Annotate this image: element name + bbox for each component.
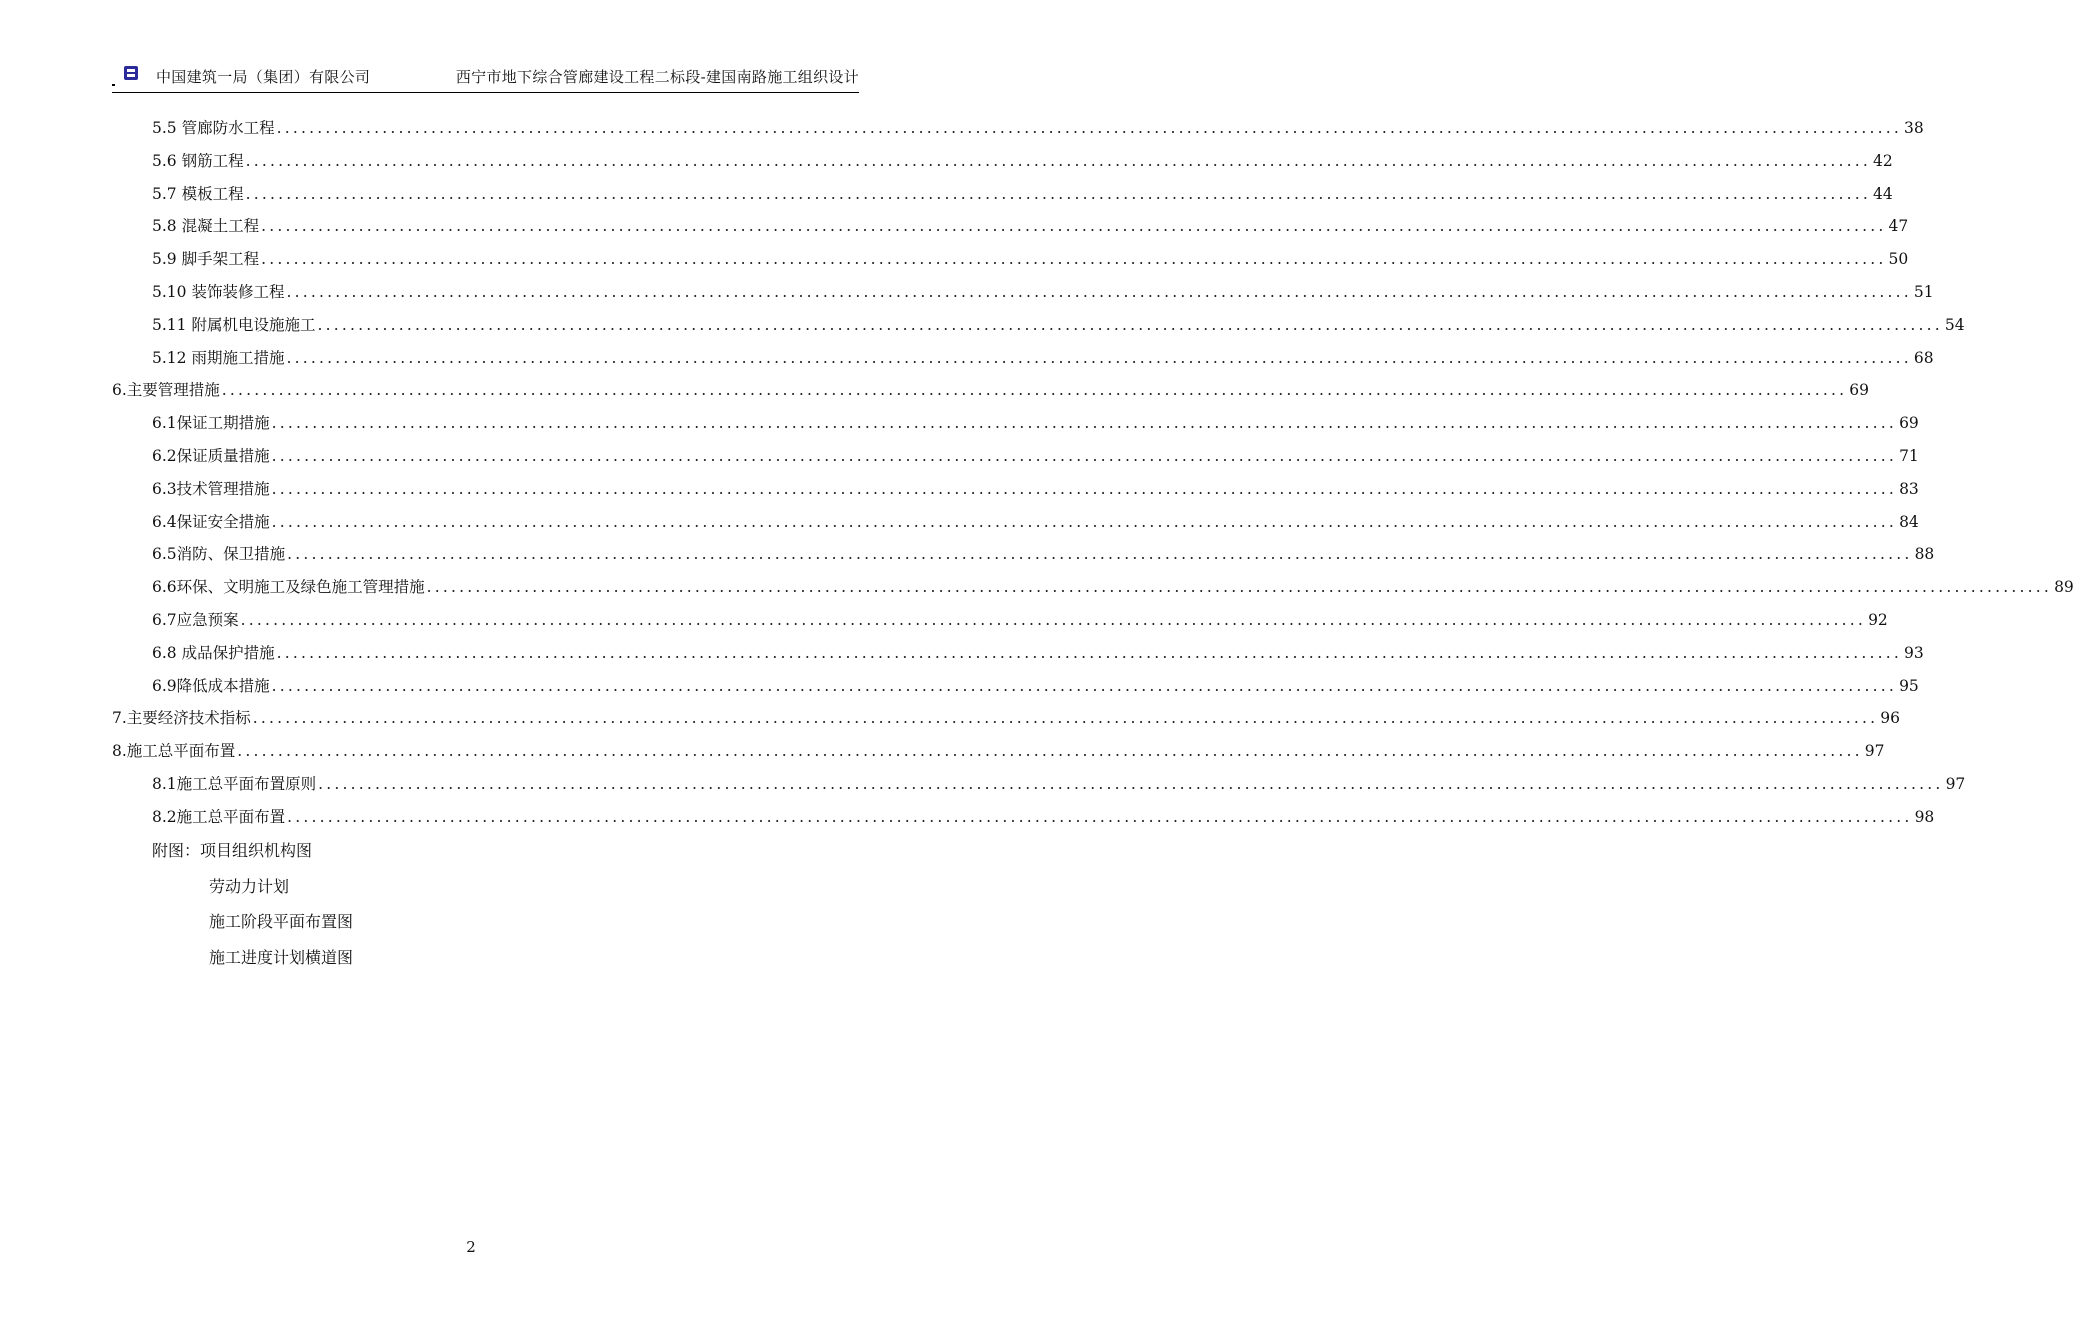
toc-entry-label: 6.2保证质量措施 bbox=[152, 446, 270, 465]
toc-entry[interactable] bbox=[112, 214, 1909, 247]
toc-entry-page: 42 bbox=[1872, 151, 1893, 170]
toc-entry-label: 8.施工总平面布置 bbox=[112, 742, 236, 761]
toc-entry-label: 6.8 成品保护措施 bbox=[152, 643, 275, 662]
toc-entry-label: 6.6环保、文明施工及绿色施工管理措施 bbox=[152, 578, 425, 597]
appendix-item: 施工进度计划横道图 bbox=[209, 947, 354, 967]
toc-dot-leader: ........................................................................................................................................................................................................ bbox=[245, 151, 1871, 170]
toc-entry[interactable] bbox=[112, 477, 1919, 510]
toc-entry[interactable] bbox=[112, 739, 1885, 772]
toc-entry-page: 89 bbox=[2054, 578, 2074, 597]
toc-entry[interactable] bbox=[112, 182, 1893, 215]
toc-entry-label: 5.11 附属机电设施施工 bbox=[152, 315, 316, 334]
toc-entry[interactable] bbox=[112, 378, 1869, 411]
toc-entry-page: 95 bbox=[1899, 676, 1919, 695]
toc-dot-leader: ........................................................................................................................................................................................................ bbox=[426, 578, 2053, 597]
toc-entry-page: 92 bbox=[1868, 610, 1888, 629]
appendix-item: 施工阶段平面布置图 bbox=[209, 912, 354, 931]
toc-entry-label: 5.6 钢筋工程 bbox=[152, 151, 244, 170]
toc-entry-page: 68 bbox=[1913, 348, 1934, 367]
toc-entry-page: 44 bbox=[1872, 184, 1893, 203]
toc-entry[interactable] bbox=[112, 116, 1924, 149]
toc-entry-page: 98 bbox=[1914, 807, 1935, 826]
toc-entry-label: 5.8 混凝土工程 bbox=[152, 217, 260, 236]
toc-entry[interactable] bbox=[112, 313, 1965, 346]
toc-entry-label: 6.4保证安全措施 bbox=[152, 512, 270, 531]
toc-entry-label: 6.5消防、保卫措施 bbox=[152, 545, 286, 564]
toc-dot-leader: ........................................................................................................................................................................................................ bbox=[271, 676, 1898, 695]
toc-entry-label: 5.5 管廊防水工程 bbox=[152, 119, 275, 137]
appendix-title: 附图：项目组织机构图 bbox=[152, 841, 313, 860]
appendix-item: 劳动力计划 bbox=[209, 876, 290, 896]
toc-dot-leader: ........................................................................................................................................................................................................ bbox=[240, 610, 1867, 629]
toc-dot-leader: ........................................................................................................................................................................................................ bbox=[261, 217, 1887, 236]
toc-dot-leader: ........................................................................................................................................................................................................ bbox=[287, 545, 1913, 564]
toc-entry-label: 8.2施工总平面布置 bbox=[152, 807, 286, 826]
toc-entry[interactable] bbox=[112, 247, 1909, 280]
toc-dot-leader: ........................................................................................................................................................................................................ bbox=[271, 414, 1898, 433]
toc-entry-page: 38 bbox=[1903, 119, 1924, 137]
toc-entry-label: 7.主要经济技术指标 bbox=[112, 709, 251, 728]
toc-entry-page: 93 bbox=[1903, 643, 1924, 662]
toc-entry[interactable] bbox=[112, 444, 1919, 477]
toc-entry-label: 6.9降低成本措施 bbox=[152, 676, 270, 695]
toc-entry-label: 6.主要管理措施 bbox=[112, 381, 220, 400]
toc-entry-page: 97 bbox=[1945, 774, 1966, 793]
toc-entry-page: 69 bbox=[1849, 381, 1869, 400]
toc-entry-page: 47 bbox=[1888, 217, 1909, 236]
table-of-contents bbox=[112, 116, 2074, 838]
toc-entry-page: 69 bbox=[1899, 414, 1919, 433]
toc-dot-leader: ........................................................................................................................................................................................................ bbox=[276, 643, 1902, 662]
appendix-list bbox=[152, 838, 353, 980]
toc-entry[interactable] bbox=[112, 641, 1924, 674]
header-mark bbox=[112, 84, 115, 86]
toc-dot-leader: ........................................................................................................................................................................................................ bbox=[271, 479, 1898, 498]
toc-dot-leader: ........................................................................................................................................................................................................ bbox=[276, 119, 1902, 137]
toc-entry[interactable] bbox=[112, 772, 1966, 805]
toc-entry-label: 8.1施工总平面布置原则 bbox=[152, 774, 317, 793]
toc-dot-leader: ........................................................................................................................................................................................................ bbox=[287, 807, 1913, 826]
toc-entry[interactable] bbox=[112, 411, 1919, 444]
toc-entry[interactable] bbox=[112, 346, 1934, 379]
header-company: 中国建筑一局（集团）有限公司 bbox=[156, 68, 371, 86]
toc-entry[interactable] bbox=[112, 674, 1919, 707]
toc-dot-leader: ........................................................................................................................................................................................................ bbox=[317, 315, 1943, 334]
toc-entry[interactable] bbox=[112, 575, 2074, 608]
toc-dot-leader: ........................................................................................................................................................................................................ bbox=[237, 742, 1863, 761]
toc-dot-leader: ........................................................................................................................................................................................................ bbox=[271, 446, 1898, 465]
page-header bbox=[112, 64, 859, 93]
toc-dot-leader: ........................................................................................................................................................................................................ bbox=[286, 282, 1912, 301]
toc-dot-leader: ........................................................................................................................................................................................................ bbox=[318, 774, 1944, 793]
toc-dot-leader: ........................................................................................................................................................................................................ bbox=[221, 381, 1848, 400]
toc-dot-leader: ........................................................................................................................................................................................................ bbox=[271, 512, 1898, 531]
toc-dot-leader: ........................................................................................................................................................................................................ bbox=[261, 250, 1887, 269]
toc-entry-page: 97 bbox=[1864, 742, 1885, 761]
toc-entry-label: 5.10 装饰装修工程 bbox=[152, 282, 285, 301]
toc-entry[interactable] bbox=[112, 510, 1919, 543]
toc-entry-label: 6.1保证工期措施 bbox=[152, 414, 270, 433]
toc-entry-label: 6.3技术管理措施 bbox=[152, 479, 270, 498]
toc-dot-leader: ........................................................................................................................................................................................................ bbox=[286, 348, 1912, 367]
toc-entry-page: 50 bbox=[1888, 250, 1909, 269]
toc-dot-leader: ........................................................................................................................................................................................................ bbox=[245, 184, 1871, 203]
toc-entry-page: 83 bbox=[1899, 479, 1919, 498]
toc-entry[interactable] bbox=[112, 706, 1900, 739]
toc-entry-label: 6.7应急预案 bbox=[152, 610, 239, 629]
company-logo-icon bbox=[124, 66, 138, 80]
toc-entry[interactable] bbox=[112, 280, 1934, 313]
page-number: 2 bbox=[466, 1238, 476, 1256]
toc-entry-page: 96 bbox=[1880, 709, 1900, 728]
toc-dot-leader: ........................................................................................................................................................................................................ bbox=[252, 709, 1879, 728]
toc-entry-page: 84 bbox=[1899, 512, 1919, 531]
toc-entry-label: 5.12 雨期施工措施 bbox=[152, 348, 285, 367]
toc-entry-page: 51 bbox=[1913, 282, 1934, 301]
toc-entry[interactable] bbox=[112, 805, 1935, 838]
toc-entry[interactable] bbox=[112, 542, 1935, 575]
toc-entry-label: 5.9 脚手架工程 bbox=[152, 250, 260, 269]
toc-entry[interactable] bbox=[112, 608, 1888, 641]
toc-entry-page: 54 bbox=[1944, 315, 1965, 334]
toc-entry-page: 71 bbox=[1899, 446, 1919, 465]
toc-entry[interactable] bbox=[112, 149, 1893, 182]
toc-entry-label: 5.7 模板工程 bbox=[152, 184, 244, 203]
toc-entry-page: 88 bbox=[1914, 545, 1935, 564]
header-project: 西宁市地下综合管廊建设工程二标段-建国南路施工组织设计 bbox=[455, 68, 859, 86]
